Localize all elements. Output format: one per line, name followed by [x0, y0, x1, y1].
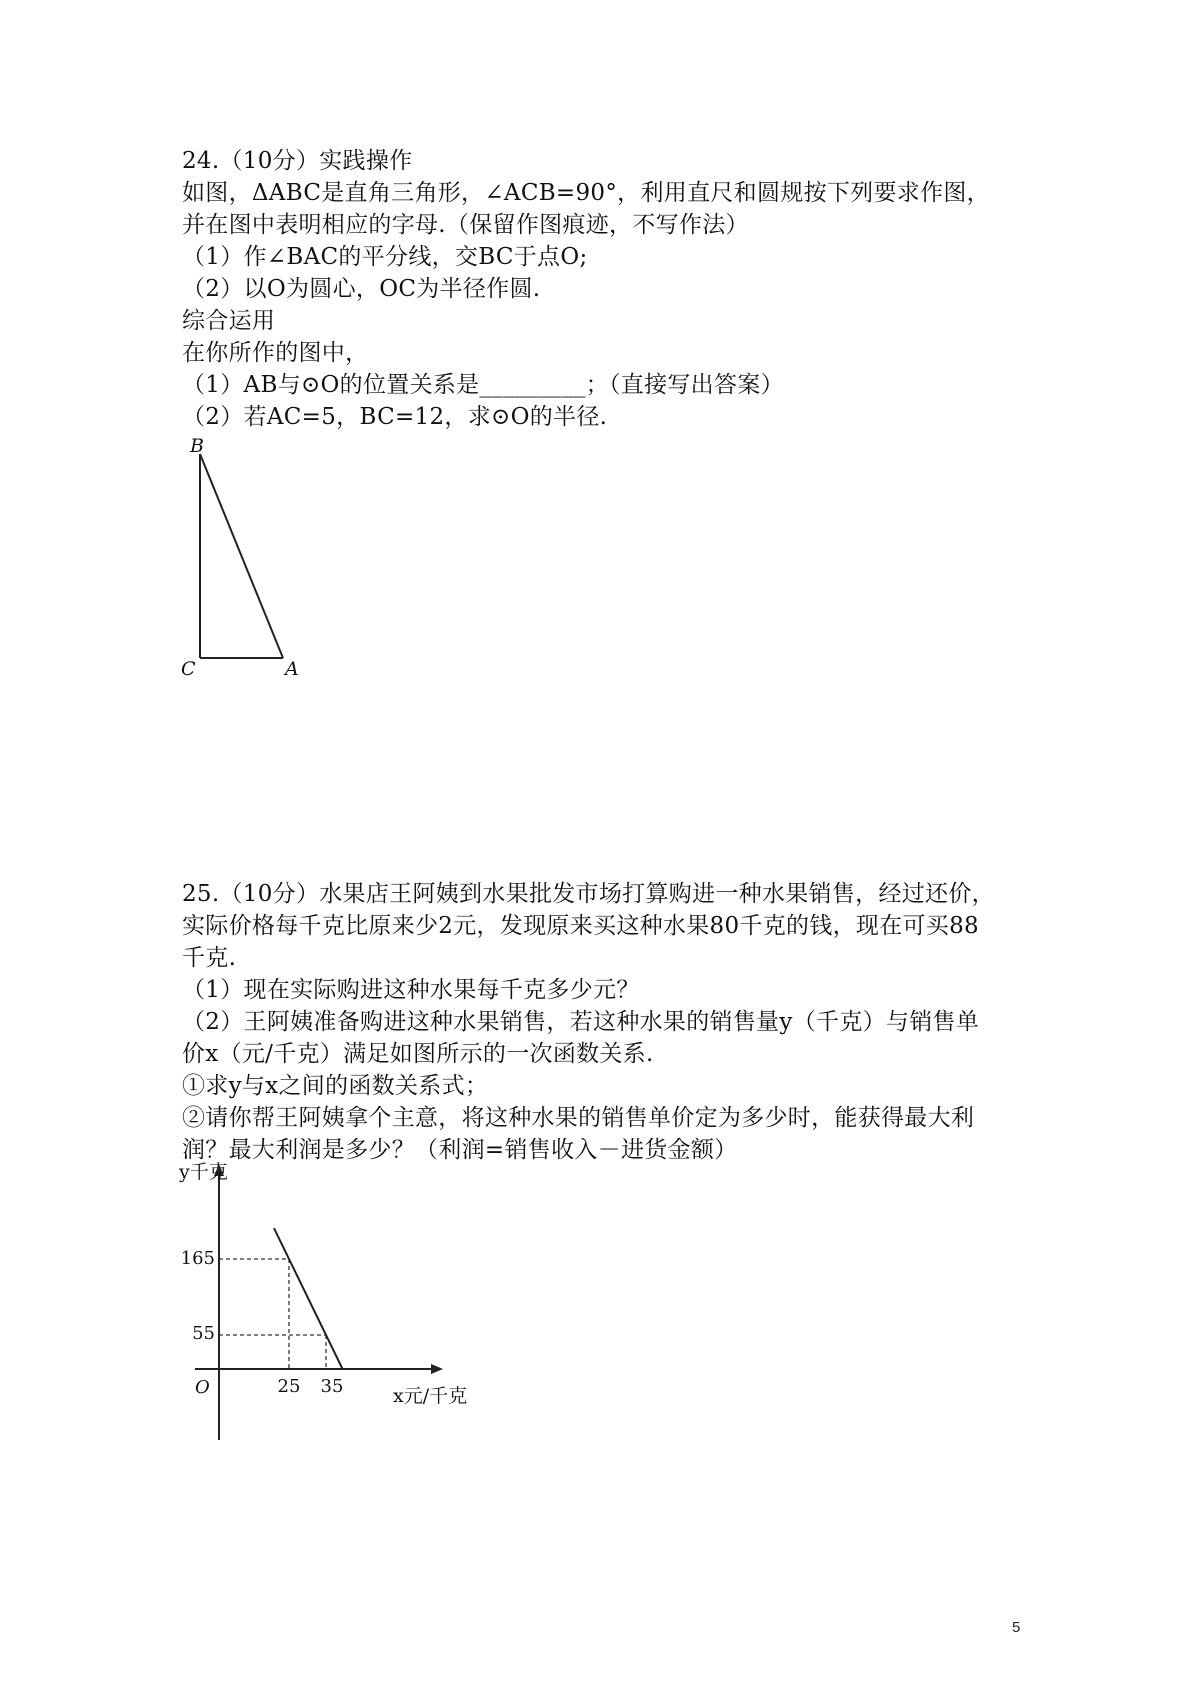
q24-subquestion-1: （1）AB与⊙O的位置关系是_________；（直接写出答案）: [182, 372, 784, 398]
vertex-label-b: B: [190, 435, 204, 457]
q25-title: 25.（10分）水果店王阿姨到水果批发市场打算购进一种水果销售，经过还价，: [182, 881, 995, 907]
origin-label: O: [195, 1377, 210, 1398]
q25-part-1: ①求y与x之间的函数关系式；: [182, 1073, 489, 1099]
q24-section-heading: 综合运用: [182, 308, 276, 334]
q24-task-1: （1）作∠BAC的平分线，交BC于点O;: [182, 244, 588, 270]
question-24: [182, 145, 1042, 433]
q25-text-line: 润？最大利润是多少？（利润=销售收入－进货金额）: [182, 1137, 738, 1163]
q24-text-line: 如图，ΔABC是直角三角形，∠ACB=90°，利用直尺和圆规按下列要求作图，: [182, 180, 990, 206]
question-25: [182, 878, 1042, 1166]
q24-title: 24.（10分）实践操作: [182, 148, 413, 174]
q25-text-line: 价x（元/千克）满足如图所示的一次函数关系.: [182, 1041, 654, 1067]
x-axis-arrow: [431, 1364, 443, 1374]
q25-text-line: 千克.: [182, 945, 237, 971]
side-ab: [200, 454, 283, 658]
q24-text-line: 并在图中表明相应的字母.（保留作图痕迹，不写作法）: [182, 212, 749, 238]
page-number: 5: [1012, 1619, 1021, 1636]
vertex-label-a: A: [285, 658, 299, 680]
triangle-figure: [175, 432, 315, 682]
q25-subquestion-2: （2）王阿姨准备购进这种水果销售，若这种水果的销售量y（千克）与销售单: [182, 1009, 980, 1035]
q24-subquestion-2: （2）若AC=5，BC=12，求⊙O的半径.: [182, 404, 608, 430]
q25-subquestion-1: （1）现在实际购进这种水果每千克多少元？: [182, 977, 640, 1003]
y-tick-label: 55: [192, 1323, 215, 1344]
function-line: [274, 1228, 343, 1369]
y-tick-label: 165: [180, 1248, 215, 1269]
q25-text-line: 实际价格每千克比原来少2元，发现原来买这种水果80千克的钱，现在可买88: [182, 913, 979, 939]
q24-text-line: 在你所作的图中，: [182, 340, 369, 366]
vertex-label-c: C: [181, 658, 196, 680]
y-axis-label: y千克: [179, 1161, 228, 1183]
q25-part-2: ②请你帮王阿姨拿个主意，将这种水果的销售单价定为多少时，能获得最大利: [182, 1105, 975, 1131]
function-graph: [175, 1160, 515, 1450]
x-axis-label: x元/千克: [393, 1385, 468, 1407]
q24-task-2: （2）以O为圆心，OC为半径作圆.: [182, 276, 541, 302]
x-tick-label: 35: [320, 1376, 344, 1397]
x-tick-label: 25: [277, 1376, 301, 1397]
